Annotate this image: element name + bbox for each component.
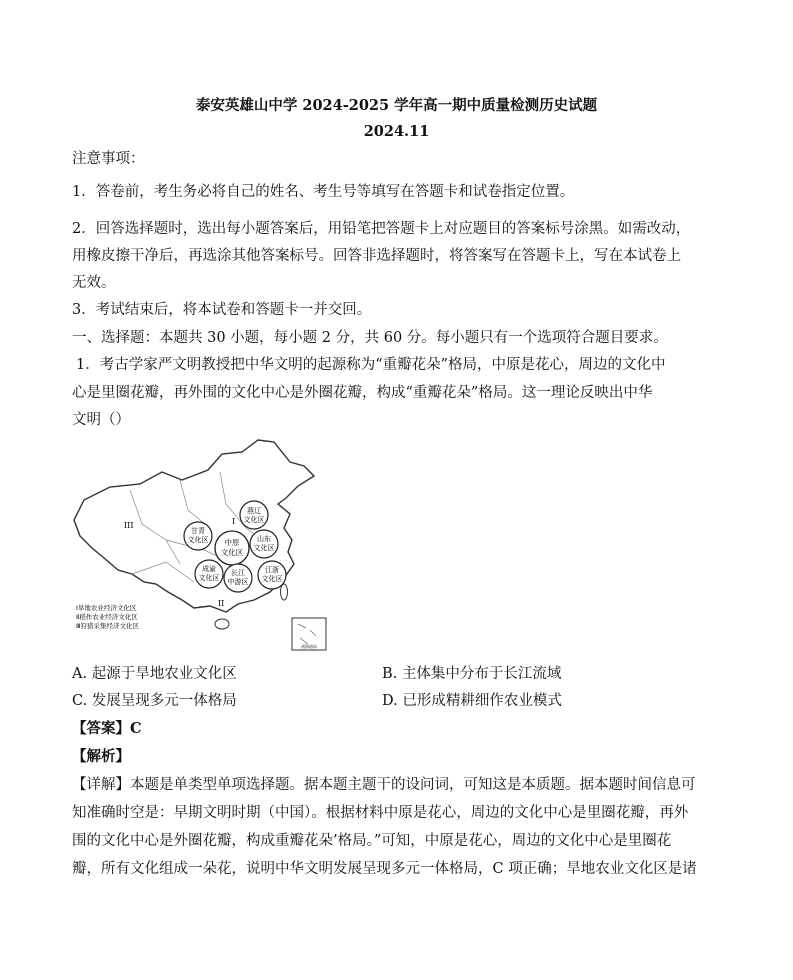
region-label-iii: III — [124, 521, 134, 530]
question-1-stem-line-3: 文明（） — [72, 412, 130, 428]
svg-text:中游区: 中游区 — [227, 578, 249, 586]
svg-text:甘青: 甘青 — [191, 527, 205, 535]
legend-item-1: Ⅰ旱地农业经济文化区 — [76, 604, 137, 612]
detail-line-2: 知准确时空是：早期文明时期（中国）。根据材料中原是花心，周边的文化中心是里圈花瓣，再外 — [72, 805, 689, 821]
svg-text:文化区: 文化区 — [198, 574, 220, 582]
svg-text:文化区: 文化区 — [243, 516, 265, 524]
svg-text:长江: 长江 — [231, 569, 245, 577]
answer-label: 【答案】C — [72, 720, 142, 737]
exam-date: 2024.11 — [363, 123, 430, 140]
shandong-culture-circle — [250, 530, 278, 558]
option-a: A. 起源于旱地农业文化区 — [72, 666, 237, 682]
china-culture-map — [70, 432, 332, 654]
notice-item-2-line-3: 无效。 — [72, 275, 116, 291]
inset-label: 南海诸岛 — [301, 644, 317, 649]
detail-line-1: 【详解】本题是单类型单项选择题。据本题主题干的设问词，可知这是本质题。据本题时间信息可 — [72, 777, 696, 793]
option-b: B. 主体集中分布于长江流域 — [382, 666, 562, 682]
question-1-stem-line-1: 1．考古学家严文明教授把中华文明的起源称为“重瓣花朵”格局，中原是花心，周边的文化中 — [76, 357, 666, 373]
notice-item-3: 3．考试结束后，将本试卷和答题卡一并交回。 — [72, 302, 372, 318]
option-c: C. 发展呈现多元一体格局 — [72, 693, 237, 709]
chengyu-culture-circle — [195, 560, 223, 588]
jiangzhe-culture-circle — [258, 561, 286, 589]
yanliao-culture-circle — [240, 501, 268, 529]
region-label-i: I — [232, 517, 236, 526]
svg-text:文化区: 文化区 — [261, 575, 283, 583]
zhongyuan-culture-circle — [215, 531, 249, 565]
svg-text:中原: 中原 — [224, 538, 240, 547]
svg-text:文化区: 文化区 — [187, 536, 209, 544]
svg-text:成渝: 成渝 — [202, 565, 216, 573]
detail-line-4: 瓣，所有文化组成一朵花，说明中华文明发展呈现多元一体格局，C 项正确；旱地农业文化区是诸 — [72, 861, 697, 877]
changjiang-culture-circle — [224, 564, 252, 592]
question-1-stem-line-2: 心是里圈花瓣，再外围的文化中心是外圈花瓣，构成“重瓣花朵”格局。这一理论反映出中华 — [72, 385, 653, 401]
exam-title: 泰安英雄山中学 2024-2025 学年高一期中质量检测历史试题 — [195, 97, 598, 114]
svg-text:文化区: 文化区 — [220, 548, 244, 557]
notice-heading: 注意事项： — [72, 151, 145, 167]
option-d: D. 已形成精耕细作农业模式 — [382, 693, 562, 709]
legend-item-3: Ⅲ狩猎采集经济文化区 — [76, 622, 139, 630]
svg-text:山东: 山东 — [257, 535, 271, 543]
detail-line-3: 围的文化中心是外圈花瓣，构成重瓣花朵’格局。”可知，中原是花心，周边的文化中心是里圈花 — [72, 833, 672, 849]
notice-item-1: 1．答卷前，考生务必将自己的姓名、考生号等填写在答题卡和试卷指定位置。 — [72, 184, 575, 200]
svg-text:燕辽: 燕辽 — [247, 507, 261, 515]
svg-text:文化区: 文化区 — [253, 544, 275, 552]
notice-item-2-line-1: 2．回答选择题时，选出每小题答案后，用铅笔把答题卡上对应题目的答案标号涂黑。如需改动， — [72, 221, 691, 237]
region-label-ii: II — [218, 599, 225, 608]
notice-item-2-line-2: 用橡皮擦干净后，再选涂其他答案标号。回答非选择题时，将答案写在答题卡上，写在本试卷上 — [72, 248, 681, 264]
svg-text:江浙: 江浙 — [265, 566, 279, 574]
analysis-heading: 【解析】 — [72, 748, 130, 765]
ganqing-culture-circle — [184, 522, 212, 550]
section-heading: 一、选择题：本题共 30 小题，每小题 2 分，共 60 分。每小题只有一个选项符合题目要求。 — [72, 330, 668, 346]
legend-item-2: Ⅱ稻作农业经济文化区 — [76, 613, 138, 621]
